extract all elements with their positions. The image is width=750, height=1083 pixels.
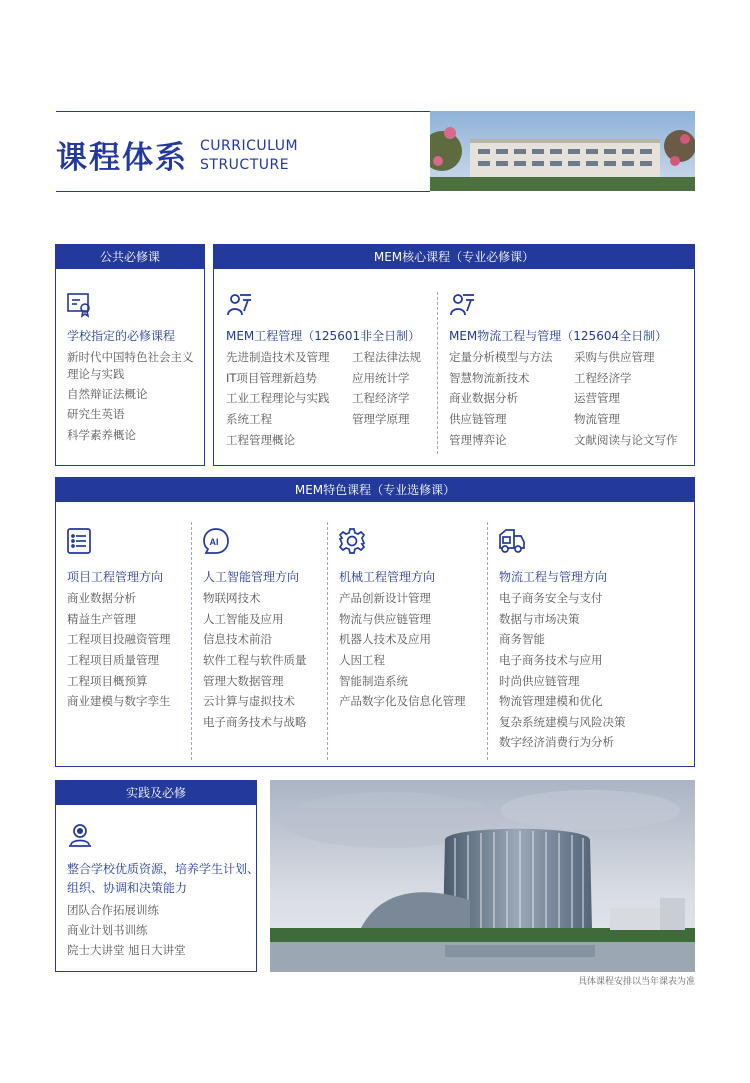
core-col2-right-2: 工程经济学 [574, 371, 632, 385]
core-col1-right-3: 工程经济学 [352, 391, 410, 405]
practice-subtitle-line2: 组织、协调和决策能力 [67, 881, 188, 895]
ai-icon-text: AI [209, 537, 219, 547]
public-item-3: 研究生英语 [67, 407, 125, 421]
featured-col4-item-7: 复杂系统建模与风险决策 [499, 715, 626, 729]
core-col2-left-3: 商业数据分析 [449, 391, 518, 405]
core-col2-right-4: 物流管理 [574, 412, 620, 426]
core-col2-left-2: 智慧物流新技术 [449, 371, 530, 385]
featured-col1-item-5: 工程项目概预算 [67, 674, 148, 688]
featured-col4-item-8: 数字经济消费行为分析 [499, 735, 614, 749]
title-bottom-rule [56, 191, 430, 192]
core-col1-left-3: 工业工程理论与实践 [226, 391, 330, 405]
featured-divider-1 [191, 522, 192, 760]
featured-col4-title: 物流工程与管理方向 [499, 570, 608, 584]
practice-subtitle-line1: 整合学校优质资源，培养学生计划、 [67, 862, 260, 876]
featured-col3-item-2: 物流与供应链管理 [339, 612, 431, 626]
public-item-1: 新时代中国特色社会主义理论与实践 [67, 350, 194, 381]
featured-col1-title: 项目工程管理方向 [67, 570, 164, 584]
core-col1-right-2: 应用统计学 [352, 371, 410, 385]
practice-item-3: 院士大讲堂 旭日大讲堂 [67, 943, 186, 957]
gear-icon [338, 527, 366, 555]
core-col2-left-5: 管理博弈论 [449, 433, 507, 447]
featured-col1-item-2: 精益生产管理 [67, 612, 136, 626]
core-col2-right-1: 采购与供应管理 [574, 350, 655, 364]
featured-col4-item-5: 时尚供应链管理 [499, 674, 580, 688]
page-title: 课程体系 [56, 140, 188, 176]
core-col2-title: MEM物流工程与管理（125604全日制） [449, 329, 668, 343]
featured-col2-item-6: 云计算与虚拟技术 [203, 694, 295, 708]
featured-col3-item-1: 产品创新设计管理 [339, 591, 431, 605]
title-top-rule [56, 111, 430, 112]
featured-col4-item-4: 电子商务技术与应用 [499, 653, 603, 667]
user-badge-icon [66, 822, 94, 850]
core-col1-left-2: IT项目管理新趋势 [226, 371, 317, 385]
featured-col4-item-2: 数据与市场决策 [499, 612, 580, 626]
core-courses-heading: MEM核心课程（专业必修课） [214, 245, 694, 269]
page-title-en [200, 137, 298, 175]
certificate-icon [66, 291, 94, 319]
featured-col3-item-6: 产品数字化及信息化管理 [339, 694, 466, 708]
featured-col2-item-1: 物联网技术 [203, 591, 261, 605]
featured-col2-item-4: 软件工程与软件质量 [203, 653, 307, 667]
featured-col4-item-1: 电子商务安全与支付 [499, 591, 603, 605]
public-item-2: 自然辩证法概论 [67, 387, 148, 401]
featured-col3-item-3: 机器人技术及应用 [339, 632, 431, 646]
campus-building-photo [430, 111, 695, 191]
featured-col3-title: 机械工程管理方向 [339, 570, 436, 584]
featured-col2-title: 人工智能管理方向 [203, 570, 300, 584]
dome-building-photo [270, 780, 695, 972]
featured-col2-item-3: 信息技术前沿 [203, 632, 272, 646]
featured-col4-item-6: 物流管理建模和优化 [499, 694, 603, 708]
public-subtitle: 学校指定的必修课程 [67, 329, 176, 343]
featured-divider-2 [327, 522, 328, 760]
featured-col1-item-6: 商业建模与数字孪生 [67, 694, 171, 708]
checklist-icon [66, 527, 94, 555]
featured-courses-heading: MEM特色课程（专业选修课） [56, 478, 694, 502]
core-col1-left-5: 工程管理概论 [226, 433, 295, 447]
title-en-line1: CURRICULUM [200, 138, 299, 154]
featured-col1-item-3: 工程项目投融资管理 [67, 632, 171, 646]
core-col1-right-4: 管理学原理 [352, 412, 410, 426]
featured-col4-item-3: 商务智能 [499, 632, 545, 646]
featured-col2-item-7: 电子商务技术与战略 [203, 715, 307, 729]
core-col2-left-1: 定量分析模型与方法 [449, 350, 553, 364]
featured-col1-item-4: 工程项目质量管理 [67, 653, 159, 667]
teacher-icon [226, 291, 254, 319]
featured-col3-item-5: 智能制造系统 [339, 674, 408, 688]
public-item-4: 科学素养概论 [67, 428, 136, 442]
featured-col3-item-4: 人因工程 [339, 653, 385, 667]
practice-item-2: 商业计划书训练 [67, 923, 148, 937]
public-courses-heading: 公共必修课 [56, 245, 204, 269]
featured-divider-3 [487, 522, 488, 760]
footnote: 具体课程安排以当年课表为准 [577, 977, 695, 987]
featured-col2-item-5: 管理大数据管理 [203, 674, 284, 688]
core-col2-right-5: 文献阅读与论文写作 [574, 433, 678, 447]
core-divider [437, 292, 438, 454]
practice-item-1: 团队合作拓展训练 [67, 903, 159, 917]
core-col1-left-1: 先进制造技术及管理 [226, 350, 330, 364]
practice-heading: 实践及必修 [56, 781, 256, 805]
core-col2-right-3: 运营管理 [574, 391, 620, 405]
title-en-line2: STRUCTURE [200, 157, 290, 173]
core-col1-title: MEM工程管理（125601非全日制） [226, 329, 421, 343]
core-col2-left-4: 供应链管理 [449, 412, 507, 426]
featured-col1-item-1: 商业数据分析 [67, 591, 136, 605]
ai-icon [202, 527, 230, 555]
core-col1-left-4: 系统工程 [226, 412, 272, 426]
truck-icon [498, 527, 526, 555]
featured-col2-item-2: 人工智能及应用 [203, 612, 284, 626]
core-col1-right-1: 工程法律法规 [352, 350, 421, 364]
teacher-icon [449, 291, 477, 319]
